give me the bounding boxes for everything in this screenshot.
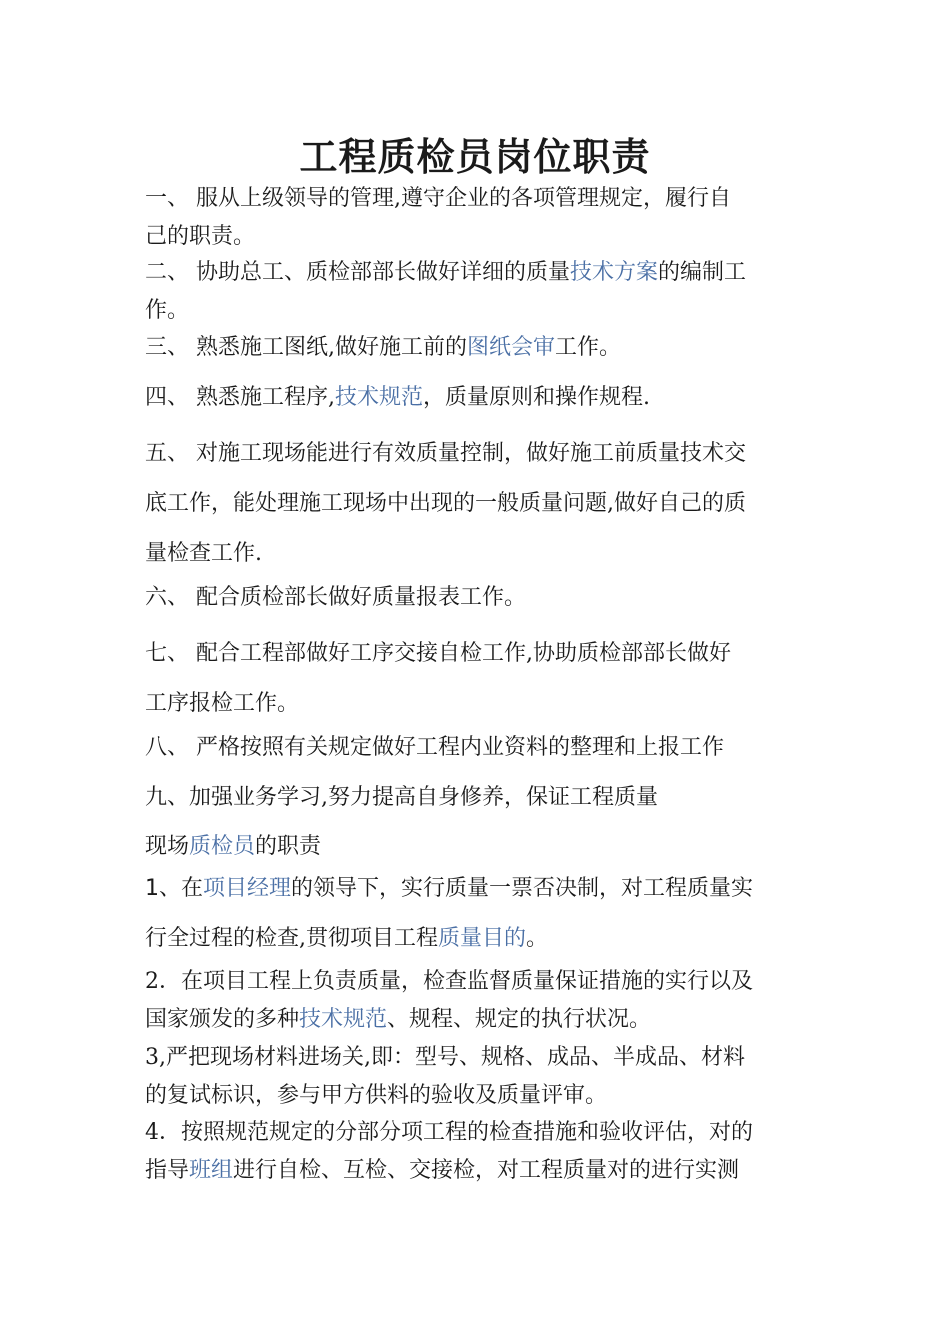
- page-title: 工程质检员岗位职责: [299, 134, 651, 179]
- heading-text: 的职责: [255, 834, 322, 859]
- link-tech-plan[interactable]: 技术方案: [570, 260, 659, 285]
- item-text: 进行自检、互检、交接检，对工程质量对的进行实测: [233, 1158, 740, 1183]
- list-item-4: [145, 379, 810, 417]
- item-text: 二、 协助总工、质检部部长做好详细的质量: [145, 260, 570, 285]
- item-text: 的编制工: [658, 260, 747, 285]
- item-text: 的复试标识，参与甲方供料的验收及质量评审。: [145, 1083, 608, 1108]
- section-heading: [145, 828, 810, 866]
- item-text: 3,严把现场材料进场关,即：型号、规格、成品、半成品、材料: [145, 1045, 745, 1070]
- list-item-8: [145, 729, 810, 767]
- item-text: 工作。: [555, 335, 622, 360]
- item-text: 八、 严格按照有关规定做好工程内业资料的整理和上报工作: [145, 735, 724, 760]
- link-team[interactable]: 班组: [189, 1158, 234, 1183]
- item-text: 三、 熟悉施工图纸,做好施工前的: [145, 335, 467, 360]
- item-text: 的领导下，实行质量一票否决制，对工程质量实: [291, 876, 754, 901]
- link-inspector[interactable]: 质检员: [189, 834, 256, 859]
- item-text: 4．按照规范规定的分部分项工程的检查措施和验收评估，对的: [145, 1120, 753, 1145]
- duty-item-1: [145, 864, 810, 964]
- item-text: 九、加强业务学习,努力提高自身修养，保证工程质量: [145, 785, 658, 810]
- list-item-3: [145, 329, 810, 367]
- item-text: 底工作，能处理施工现场中出现的一般质量问题,做好自己的质: [145, 491, 746, 516]
- item-text: 量检查工作.: [145, 541, 262, 566]
- item-text: 七、 配合工程部做好工序交接自检工作,协助质检部部长做好: [145, 641, 731, 666]
- list-item-1: [145, 180, 810, 256]
- link-tech-spec-2[interactable]: 技术规范: [299, 1007, 388, 1032]
- duty-item-4: [145, 1114, 810, 1190]
- item-text: 四、 熟悉施工程序,: [145, 385, 335, 410]
- list-item-5: [145, 429, 810, 579]
- heading-text: 现场: [145, 834, 190, 859]
- item-text: ，质量原则和操作规程.: [423, 385, 651, 410]
- item-text: 五、 对施工现场能进行有效质量控制，做好施工前质量技术交: [145, 441, 746, 466]
- list-item-7: [145, 629, 810, 729]
- link-project-manager[interactable]: 项目经理: [203, 876, 292, 901]
- duty-item-2: [145, 963, 810, 1039]
- link-quality-target[interactable]: 质量目的: [438, 926, 527, 951]
- link-tech-spec[interactable]: 技术规范: [335, 385, 424, 410]
- item-text: 国家颁发的多种: [145, 1007, 300, 1032]
- item-text: 己的职责。: [145, 224, 256, 249]
- item-text: 。: [526, 926, 549, 951]
- item-text: 2．在项目工程上负责质量，检查监督质量保证措施的实行以及: [145, 969, 753, 994]
- item-text: 、规程、规定的执行状况。: [387, 1007, 652, 1032]
- link-drawing-review[interactable]: 图纸会审: [467, 335, 556, 360]
- list-item-9: [145, 779, 810, 817]
- list-item-6: [145, 579, 810, 617]
- duty-item-3: [145, 1039, 810, 1115]
- item-text: 一、 服从上级领导的管理,遵守企业的各项管理规定，履行自: [145, 186, 731, 211]
- item-text: 六、 配合质检部长做好质量报表工作。: [145, 585, 526, 610]
- item-text: 工序报检工作。: [145, 691, 300, 716]
- item-text: 指导: [145, 1158, 190, 1183]
- list-item-2: [145, 254, 810, 330]
- item-text: 1、在: [145, 876, 203, 901]
- item-text: 行全过程的检查,贯彻项目工程: [145, 926, 438, 951]
- item-text: 作。: [145, 298, 190, 323]
